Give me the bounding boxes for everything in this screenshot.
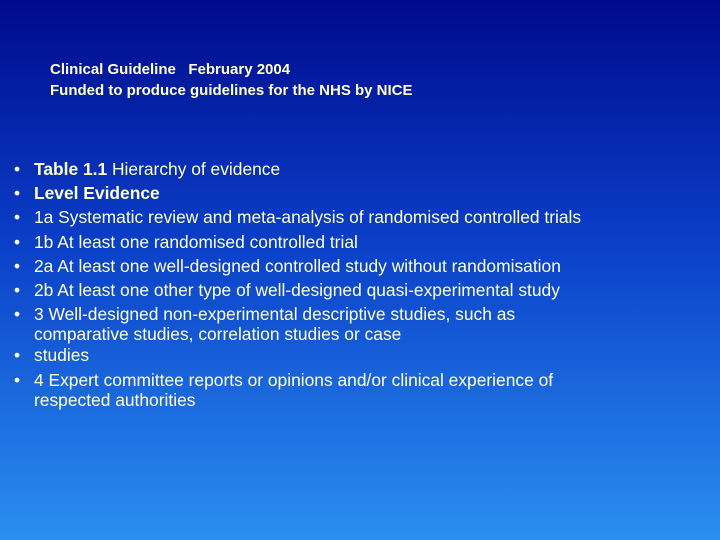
bullet-icon: • [14, 231, 21, 252]
list-item [14, 205, 704, 229]
list-item-text: 2b At least one other type of well-designed quasi-experimental study [34, 280, 560, 301]
list-item-continuation: respected authorities [34, 389, 196, 410]
slide-header [50, 59, 413, 101]
list-item-text: Level Evidence [34, 183, 160, 204]
table-title: Table 1.1 [34, 159, 108, 179]
evidence-hierarchy-list [14, 157, 704, 409]
list-item [14, 157, 704, 181]
list-item-text: 3 Well-designed non-experimental descriptive studies, such as [34, 304, 516, 325]
list-item [14, 302, 704, 343]
list-item [14, 278, 704, 302]
list-item [14, 254, 704, 278]
bullet-icon: • [14, 159, 21, 179]
list-item [14, 181, 704, 205]
header-line-2: Funded to produce guidelines for the NHS by NICE [50, 82, 413, 99]
header-line-1: Clinical Guideline February 2004 [50, 61, 291, 78]
bullet-icon: • [14, 304, 21, 325]
bullet-icon: • [14, 255, 21, 276]
list-item-text: Hierarchy of evidence [107, 159, 281, 179]
list-item-text: 4 Expert committee reports or opinions and/or clinical experience of [34, 369, 554, 390]
list-item-text: 1b At least one randomised controlled trial [34, 231, 358, 252]
bullet-icon: • [14, 183, 21, 204]
bullet-icon: • [14, 345, 21, 366]
bullet-icon: • [14, 280, 21, 301]
list-item-text: 2a At least one well-designed controlled study without randomisation [34, 255, 561, 276]
list-item-continuation: comparative studies, correlation studies or case [34, 324, 402, 345]
list-item [14, 368, 704, 409]
list-item-text: studies [34, 345, 90, 366]
bullet-icon: • [14, 207, 21, 228]
list-item [14, 230, 704, 254]
list-item [14, 343, 704, 367]
bullet-icon: • [14, 369, 21, 390]
list-item-text: 1a Systematic review and meta-analysis of randomised controlled trials [34, 207, 582, 228]
